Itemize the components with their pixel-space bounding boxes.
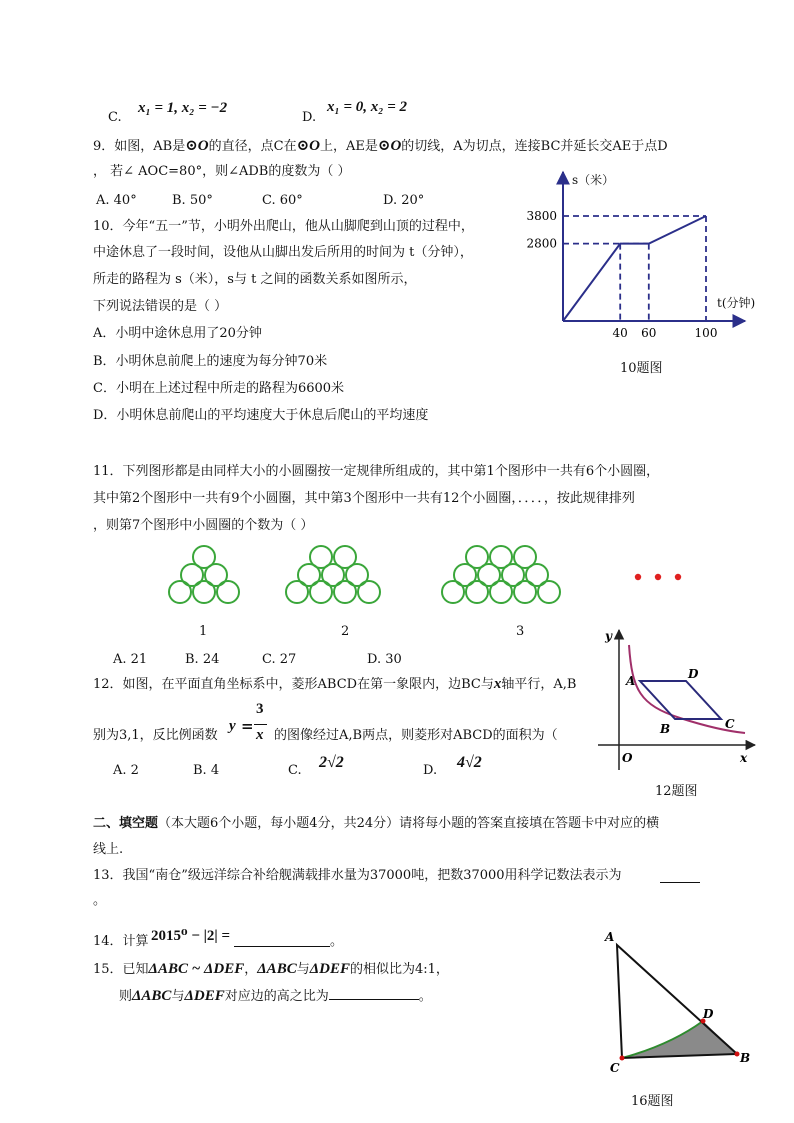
q9-text-b: 的直径，点C在 — [208, 139, 297, 154]
q12-label-c: C — [725, 717, 735, 731]
q14-suffix: 。 — [330, 934, 344, 949]
q12-origin-label: O — [622, 751, 633, 765]
q9-line2: ， 若∠ AOC=80°，则∠ADB的度数为（ ） — [93, 164, 351, 179]
q15-prefix: 15．已知 — [93, 962, 149, 977]
q9-text-d: 的切线，A为切点，连接BC并延长交AE于点D — [401, 139, 668, 154]
q15-math-4: ΔABC — [132, 988, 172, 1004]
q9-option-b: B. 50° — [172, 193, 213, 208]
q14-prefix: 14．计算 — [93, 934, 149, 949]
q9-option-c: C. 60° — [262, 193, 303, 208]
q12-func-num: 3 — [256, 701, 264, 717]
q15-suffix: 。 — [418, 989, 432, 1004]
chart-y-tick-label: 2800 — [526, 236, 557, 251]
q9-circle-o-3: ⊙O — [377, 138, 402, 154]
q12-text-a: 12．如图，在平面直角坐标系中，菱形ABCD在第一象限内，边BC与 — [93, 677, 494, 692]
q11-option-d: D. 30 — [367, 652, 402, 667]
q10-line3: 所走的路程为 s（米），s与 t 之间的函数关系如图所示， — [93, 272, 417, 287]
q11-option-a: A. 21 — [113, 652, 148, 667]
q16-point-b — [735, 1052, 740, 1057]
section2-desc: （本大题6个小题，每小题4分，共24分）请将每小题的答案直接填在答题卡中对应的横 — [158, 816, 660, 831]
q12-option-a: A. 2 — [113, 763, 139, 778]
chart-x-label: t(分钟) — [717, 296, 756, 310]
q10-option-d: D．小明休息前爬山的平均速度大于休息后爬山的平均速度 — [93, 408, 429, 423]
q9-circle-o-2: ⊙O — [296, 138, 320, 154]
q14-math: 2015⁰ − |2| = — [151, 928, 231, 944]
q11-option-b: B. 24 — [185, 652, 220, 667]
q12-func-y: y — [229, 718, 236, 734]
chart-y-tick-label: 3800 — [526, 209, 557, 223]
q11-fig-label-3: 3 — [516, 624, 525, 639]
q12-x-var: x — [493, 676, 502, 692]
q12-axis-y-label: y — [605, 629, 612, 643]
q8-option-d-label: D. — [302, 110, 317, 125]
q12-option-d-math: 4√2 — [457, 754, 482, 771]
chart-y-label: s（米） — [572, 173, 615, 187]
q15-text-2: 与 — [296, 962, 310, 977]
q12-option-d: D. — [423, 763, 438, 778]
chart-x-tick-label: 40 — [612, 326, 628, 340]
q15-text-5: 对应边的高之比为 — [224, 989, 329, 1004]
q16-label-c: C — [610, 1061, 620, 1075]
q11-fig-label-1: 1 — [199, 624, 208, 639]
q10-line2: 中途休息了一段时间，设他从山脚出发后所用的时间为 t（分钟）， — [93, 245, 473, 260]
q8-option-c-label: C. — [108, 110, 122, 125]
section2-title: 填空题 — [119, 816, 159, 831]
q9-option-a: A. 40° — [96, 193, 137, 208]
q12-option-b: B. 4 — [193, 763, 220, 778]
q11-line3: ，则第7个图形中小圆圈的个数为（ ） — [93, 518, 314, 533]
q15-text-3: 的相似比为4:1， — [349, 962, 449, 977]
q11-option-c: C. 27 — [262, 652, 297, 667]
q16-point-c — [620, 1056, 625, 1061]
q13-line2: 。 — [93, 893, 107, 908]
q12-line2b: 的图像经过A,B两点，则菱形对ABCD的面积为（ — [274, 728, 558, 743]
q15-math-2: ΔABC — [257, 961, 297, 977]
q12-text-b: 轴平行，A,B — [501, 677, 577, 692]
q12-func-eq: = — [241, 717, 254, 735]
q12-caption: 12题图 — [655, 784, 698, 799]
q15-math-3: ΔDEF — [309, 961, 350, 977]
chart-x-tick-label: 60 — [641, 326, 657, 340]
q8-option-d-math: x₁ = 0, x₂ = 2 — [327, 99, 408, 115]
q9-circle-o-1: ⊙O — [185, 138, 209, 154]
q15-math-5: ΔDEF — [184, 988, 225, 1004]
q8-option-c-math: x₁ = 1, x₂ = −2 — [138, 100, 228, 116]
q10-option-a: A．小明中途休息用了20分钟 — [93, 326, 262, 341]
q12-option-c-math: 2√2 — [319, 754, 344, 771]
q10-option-b: B．小明休息前爬上的速度为每分钟70米 — [93, 354, 328, 369]
q12-label-d: D — [688, 667, 699, 681]
q16-label-a: A — [605, 930, 615, 944]
q10-line1: 10．今年“五一”节，小明外出爬山，他从山脚爬到山顶的过程中， — [93, 219, 474, 234]
chart-x-tick-label: 100 — [694, 326, 718, 340]
q12-func-den: x — [256, 727, 264, 743]
q9-option-d: D. 20° — [383, 193, 425, 208]
q16-caption: 16题图 — [631, 1094, 674, 1109]
q10-caption: 10题图 — [620, 361, 663, 376]
q16-label-d: D — [703, 1007, 714, 1021]
q12-label-b: B — [660, 722, 671, 736]
q9-text-c: 上，AE是 — [319, 139, 378, 154]
q12-axis-x-label: x — [740, 751, 748, 765]
section2-prefix: 二、 — [93, 816, 120, 831]
q11-line2: 其中第2个图形中一共有9个小圆圈，其中第3个图形中一共有12个小圆圈，．．．．，按此规律排列 — [93, 491, 635, 506]
section2-desc2: 线上. — [93, 842, 124, 857]
q10-line4: 下列说法错误的是（ ） — [93, 299, 228, 314]
q12-label-a: A — [626, 674, 636, 688]
q12-option-c: C. — [288, 763, 302, 778]
q15-text-1: ， — [244, 962, 258, 977]
q9-text-a: 9．如图，AB是 — [93, 139, 186, 154]
q10-option-c: C．小明在上述过程中所走的路程为6600米 — [93, 381, 345, 396]
q12-line2a: 别为3,1，反比例函数 — [93, 728, 218, 743]
q15-math-1: ΔABC ~ ΔDEF — [148, 961, 245, 977]
q15-l2-prefix: 则 — [119, 989, 133, 1004]
q11-fig-label-2: 2 — [341, 624, 350, 639]
q16-label-b: B — [740, 1051, 751, 1065]
q15-text-4: 与 — [171, 989, 185, 1004]
q11-line1: 11．下列图形都是由同样大小的小圆圈按一定规律所组成的，其中第1个图形中一共有6个小圆圈， — [93, 464, 660, 479]
q13-line1: 13．我国“南仓”级远洋综合补给舰满载排水量为37000吨，把数37000用科学记数法表示为 — [93, 868, 622, 883]
